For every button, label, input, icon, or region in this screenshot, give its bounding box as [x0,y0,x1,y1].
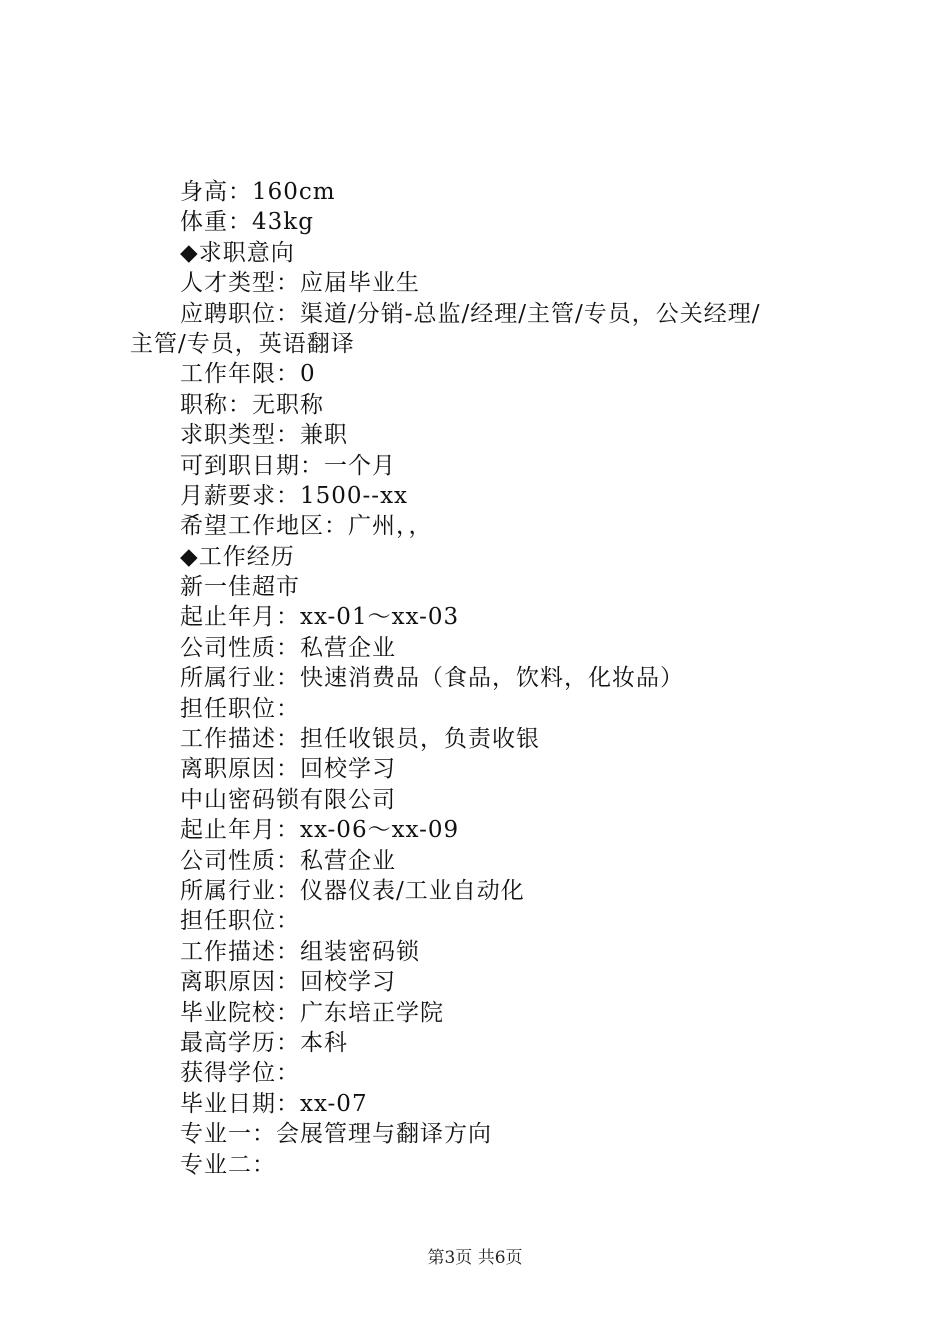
position-line-1: 担任职位： [180,695,300,722]
leave-reason-line-2: 离职原因：回校学习 [180,969,396,996]
job-description-line-1: 工作描述：担任收银员，负责收银 [180,726,540,753]
major-two-line: 专业二： [180,1151,276,1178]
available-date-line: 可到职日期：一个月 [180,452,396,479]
graduate-school-line: 毕业院校：广东培正学院 [180,999,444,1026]
work-location-line: 希望工作地区：广州，， [180,513,433,540]
major-one-line: 专业一：会展管理与翻译方向 [180,1121,492,1148]
leave-reason-line-1: 离职原因：回校学习 [180,756,396,783]
graduation-date-line: 毕业日期：xx-07 [180,1090,368,1117]
height-line: 身高：160cm [180,179,336,205]
applied-position-line: 应聘职位：渠道/分销-总监/经理/主管/专员，公关经理/ [180,300,761,327]
page-number-footer: 第3页 共6页 [427,1248,523,1268]
period-line-2: 起止年月：xx-06～xx-09 [180,817,460,844]
section-heading-work-experience: ◆工作经历 [180,543,295,570]
applied-position-continuation: 主管/专员，英语翻译 [130,330,355,357]
job-description-line-2: 工作描述：组装密码锁 [180,938,420,965]
weight-line: 体重：43kg [180,209,314,236]
work-years-line: 工作年限：0 [180,361,316,388]
company-name-1: 新一佳超市 [180,574,300,601]
period-line-1: 起止年月：xx-01～xx-03 [180,604,460,631]
education-level-line: 最高学历：本科 [180,1029,348,1056]
position-line-2: 担任职位： [180,908,300,935]
company-name-2: 中山密码锁有限公司 [180,786,396,813]
section-heading-job-intention: ◆求职意向 [180,239,295,266]
industry-line-1: 所属行业：快速消费品（食品，饮料，化妆品） [180,665,684,692]
industry-line-2: 所属行业：仪器仪表/工业自动化 [180,877,525,904]
company-nature-line-1: 公司性质：私营企业 [180,634,396,661]
title-line: 职称：无职称 [180,391,324,418]
salary-line: 月薪要求：1500--xx [180,482,409,509]
talent-type-line: 人才类型：应届毕业生 [180,270,420,297]
company-nature-line-2: 公司性质：私营企业 [180,847,396,874]
document-body [130,177,840,1180]
degree-line: 获得学位： [180,1060,300,1087]
job-type-line: 求职类型：兼职 [180,422,348,449]
